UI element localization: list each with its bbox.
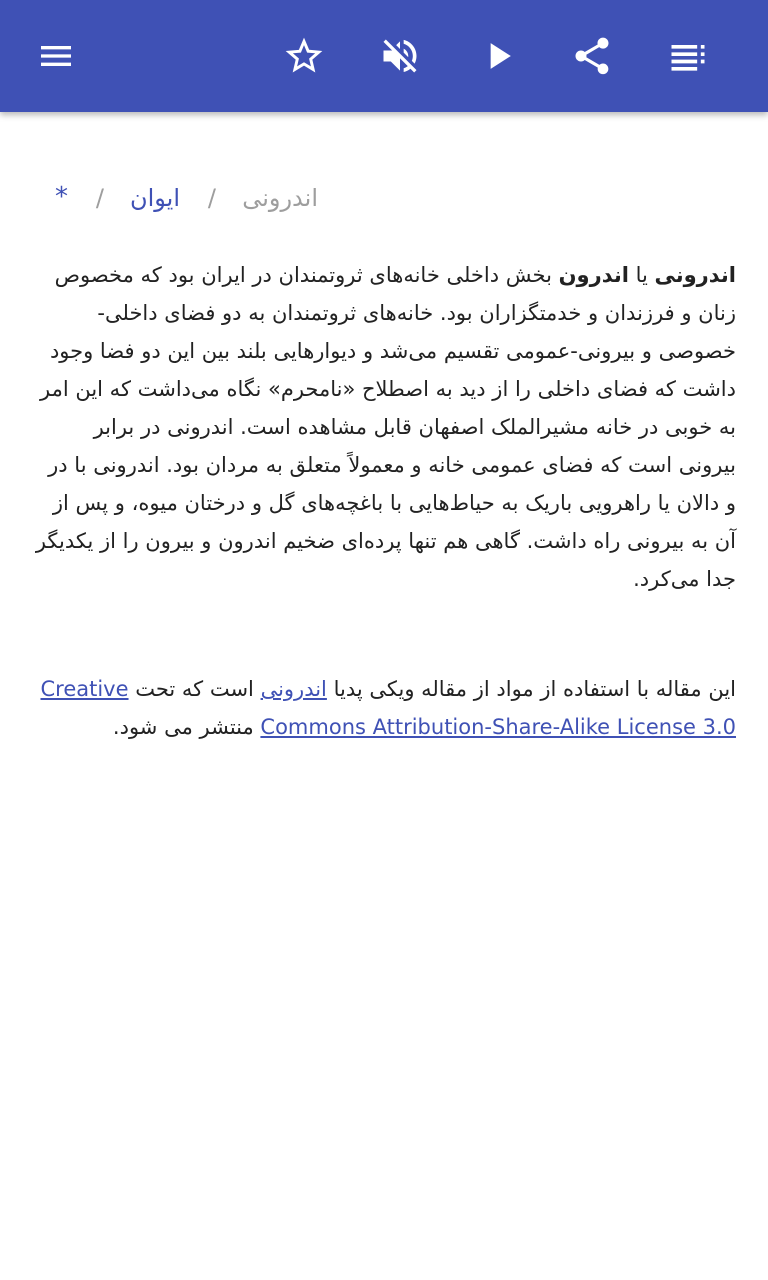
play-icon[interactable] — [470, 28, 526, 84]
menu-icon[interactable] — [28, 28, 84, 84]
attribution-prefix: این مقاله با استفاده از مواد از مقاله ویکی پدیا — [326, 677, 736, 701]
attribution-middle: است که تحت — [128, 677, 261, 701]
breadcrumb-current: اندرونی — [242, 184, 318, 212]
article-term: اندرونی — [654, 263, 736, 287]
breadcrumb-parent-link[interactable]: ایوان — [129, 184, 180, 212]
volume-off-icon[interactable] — [372, 28, 428, 84]
article-paragraph — [32, 256, 736, 598]
app-toolbar — [0, 0, 768, 112]
star-outline-icon[interactable] — [276, 28, 332, 84]
wikipedia-article-link[interactable]: اندرونی — [260, 677, 327, 701]
share-icon[interactable] — [564, 28, 620, 84]
playlist-icon[interactable] — [660, 28, 716, 84]
article-text: بخش داخلی خانه‌های ثروتمندان در ایران بود که مخصوص زنان و فرزندان و خدمتگزاران بود. خانه‌های ثروتمندان به دو فضای داخلی-خصوصی و بیرونی-عمومی تقسیم می‌شد و دیوارهایی بلند بین این دو فضا وجود داشت که فضای داخلی را از دید به اصطلاح «نامحرم» نگاه می‌داشت که این امر به خوبی در خانه مشیرالملک اصفهان قابل مشاهده است. اندرونی در برابر بیرونی است که فضای عمومی خانه و معمولاً متعلق به مردان بود. اندرونی با در و دالان یا راهرویی باریک به حیاط‌هایی با باغچه‌های گل و درختان میوه، و پس از آن به بیرونی راه داشت. گاهی هم تنها پرده‌ای ضخیم اندرون و بیرون را از یکدیگر جدا می‌کرد. — [35, 263, 736, 591]
attribution-suffix: منتشر می شود. — [112, 715, 261, 739]
article-conjunction: یا — [628, 263, 655, 287]
breadcrumb-root-link[interactable]: * — [55, 182, 68, 212]
license-link[interactable]: Creative Commons Attribution-Share-Alike License 3.0 — [40, 677, 736, 739]
attribution-note — [32, 670, 736, 746]
breadcrumb — [0, 180, 768, 220]
breadcrumb-separator: / — [95, 184, 104, 212]
breadcrumb-separator: / — [207, 184, 216, 212]
article-term: اندرون — [558, 263, 629, 287]
article-body — [32, 256, 736, 598]
